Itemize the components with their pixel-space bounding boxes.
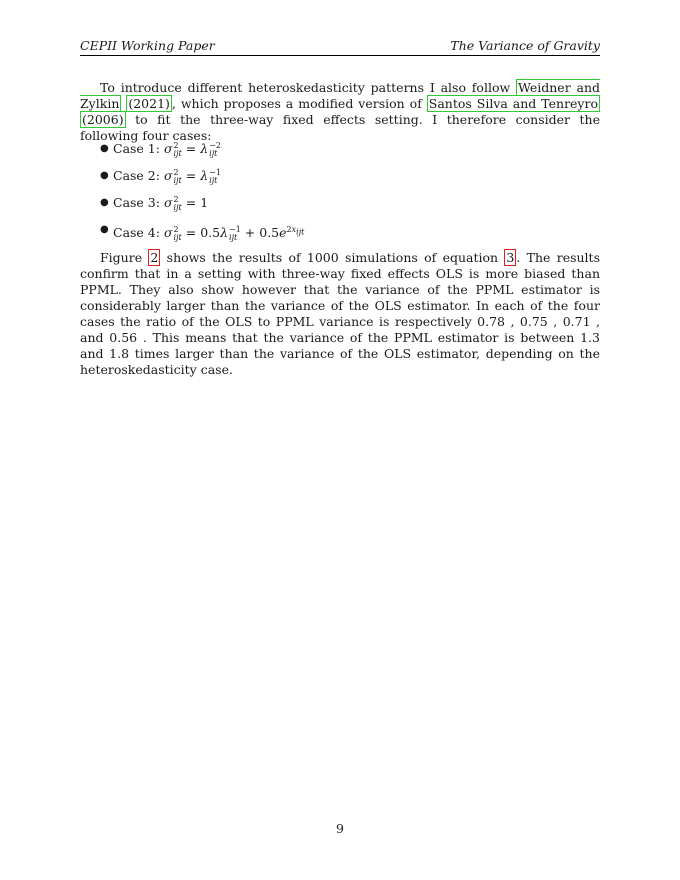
case-label: Case 4: bbox=[113, 225, 160, 241]
citation-author: Weidner and Zylkin bbox=[80, 80, 600, 111]
equation-reference[interactable] bbox=[504, 249, 516, 266]
figure-reference[interactable] bbox=[148, 249, 160, 266]
case-item-2 bbox=[100, 167, 304, 194]
case-label: Case 2: bbox=[113, 168, 160, 183]
running-header bbox=[80, 38, 600, 54]
results-paragraph bbox=[80, 250, 600, 378]
header-rule bbox=[80, 55, 600, 56]
case-3-formula: σ 2 ijt = 1 bbox=[163, 194, 209, 212]
bullet: ● bbox=[100, 224, 109, 235]
figure-number: 2 bbox=[150, 250, 159, 265]
citation-santos-silva-tenreyro[interactable] bbox=[427, 95, 600, 112]
citation-year-2021[interactable] bbox=[126, 95, 172, 112]
case-list bbox=[100, 140, 304, 248]
bullet: ● bbox=[100, 197, 109, 208]
case-4-formula: σ 2 ijt = 0.5λ −1 ijt + $0.5e^{2x_{ijt}}$ bbox=[163, 224, 305, 242]
case-1-formula: σ 2 ijt = λ −2 ijt bbox=[163, 140, 221, 158]
page-number: 9 bbox=[336, 821, 344, 836]
journal-title: CEPII Working Paper bbox=[80, 38, 215, 53]
paper-title: The Variance of Gravity bbox=[450, 38, 600, 53]
case-2-formula: σ 2 ijt = λ −1 ijt bbox=[163, 167, 221, 185]
results-text-3: . The results confirm that in a setting with three-way fixed effects OLS is more biased than PPML. They also show however that the variance of the PPML estimator is considerably larger than the variance of the OLS estimator. In each of the four cases the ratio of the OLS to PPML variance is respectively 0.78 , 0.75 , 0.71 , and 0.56 . This means that the variance of the PPML estimator is between 1.3 and 1.8 times larger than the variance of the OLS estimator, depending on the heteroskedasticity case. bbox=[80, 250, 600, 377]
intro-text-3: to fit the three-way fixed effects setting. I therefore consider the following four cases: bbox=[80, 112, 600, 143]
citation-year: (2021) bbox=[128, 96, 170, 111]
intro-text-2: , which proposes a modified version of bbox=[171, 96, 427, 111]
citation-year: (2006) bbox=[82, 112, 124, 127]
results-text-1: Figure bbox=[100, 250, 149, 265]
citation-author: Santos Silva and Tenreyro bbox=[428, 96, 598, 111]
case-item-4 bbox=[100, 221, 304, 248]
intro-paragraph bbox=[80, 80, 600, 144]
intro-text-1: To introduce different heteroskedasticity patterns I also follow bbox=[100, 80, 517, 95]
citation-year-2006[interactable] bbox=[80, 111, 126, 128]
case-item-1 bbox=[100, 140, 304, 167]
results-text-2: shows the results of 1000 simulations of equation bbox=[160, 250, 505, 265]
bullet: ● bbox=[100, 143, 109, 154]
bullet: ● bbox=[100, 170, 109, 181]
case-item-3 bbox=[100, 194, 304, 221]
equation-number: 3 bbox=[506, 250, 515, 265]
case-label: Case 1: bbox=[113, 141, 160, 156]
case-label: Case 3: bbox=[113, 195, 160, 210]
